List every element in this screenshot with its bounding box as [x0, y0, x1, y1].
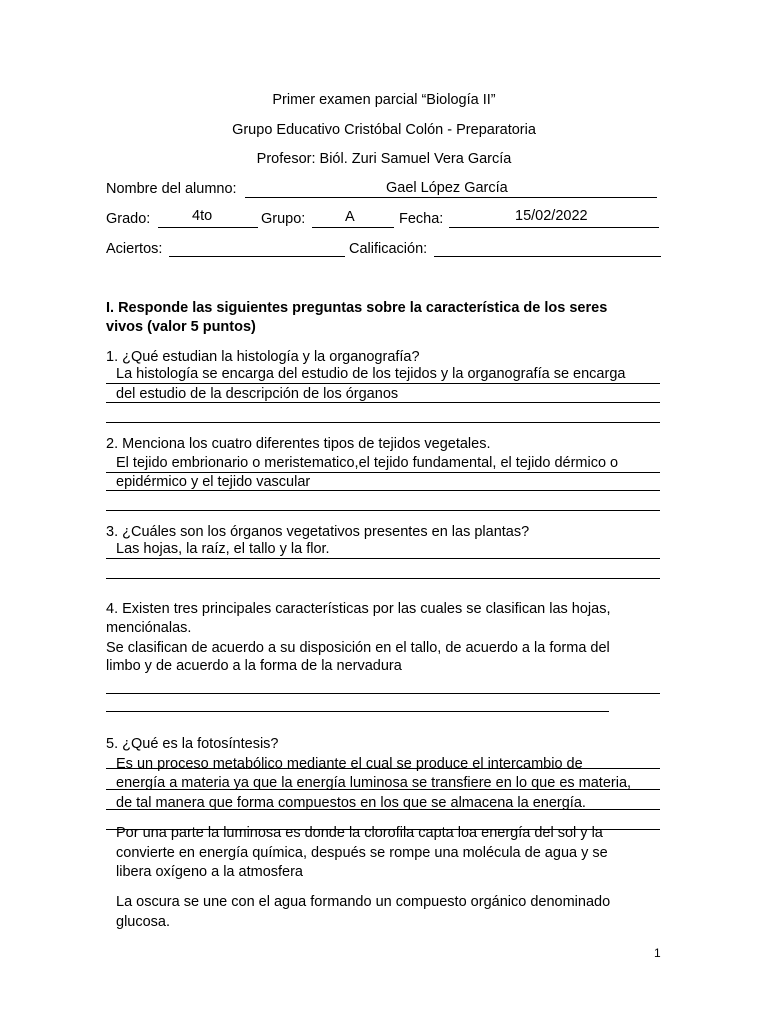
- answer-rule: [106, 383, 660, 384]
- answer-5-line-1: Es un proceso metabólico mediante el cual se produce el intercambio de: [116, 756, 583, 772]
- score-line: [434, 256, 661, 257]
- answer-5-paragraph-2-line-1: La oscura se une con el agua formando un compuesto orgánico denominado: [116, 894, 611, 910]
- answer-rule: [106, 402, 660, 403]
- exam-title: Primer examen parcial “Biología II”: [272, 92, 496, 108]
- answer-5-line-2: energía a materia ya que la energía luminosa se transfiere en lo que es materia,: [116, 775, 632, 791]
- question-3: 3. ¿Cuáles son los órganos vegetativos presentes en las plantas?: [106, 524, 530, 540]
- answer-5-line-3: de tal manera que forma compuestos en los que se almacena la energía.: [116, 795, 586, 811]
- name-label: Nombre del alumno:: [106, 181, 237, 197]
- page-number: 1: [654, 946, 661, 960]
- answer-rule: [106, 490, 660, 491]
- answer-rule: [106, 422, 660, 423]
- answer-1-line-1: La histología se encarga del estudio de los tejidos y la organografía se encarga: [116, 366, 626, 382]
- group-value: A: [345, 209, 355, 225]
- answer-rule: [106, 789, 660, 790]
- answer-5-paragraph-1-line-3: libera oxígeno a la atmosfera: [116, 864, 303, 880]
- grade-line: [158, 227, 258, 228]
- grade-label: Grado:: [106, 211, 151, 227]
- grade-value: 4to: [192, 208, 213, 224]
- answer-4-line-1: Se clasifican de acuerdo a su disposición en el tallo, de acuerdo a la forma del: [106, 640, 610, 656]
- question-5: 5. ¿Qué es la fotosíntesis?: [106, 736, 279, 752]
- date-value: 15/02/2022: [515, 208, 588, 224]
- hits-line: [169, 256, 345, 257]
- answer-2-line-1: El tejido embrionario o meristematico,el tejido fundamental, el tejido dérmico o: [116, 455, 619, 471]
- answer-rule: [106, 472, 660, 473]
- answer-3-line-1: Las hojas, la raíz, el tallo y la flor.: [116, 541, 330, 557]
- school-name: Grupo Educativo Cristóbal Colón - Preparatoria: [232, 122, 536, 138]
- answer-2-line-2: epidérmico y el tejido vascular: [116, 474, 311, 490]
- teacher-name: Profesor: Biól. Zuri Samuel Vera García: [256, 151, 512, 167]
- name-line: [245, 197, 657, 198]
- answer-5-paragraph-2-line-2: glucosa.: [116, 914, 171, 930]
- name-value: Gael López García: [386, 180, 508, 196]
- question-1: 1. ¿Qué estudian la histología y la organografía?: [106, 349, 420, 365]
- date-line: [449, 227, 659, 228]
- question-2: 2. Menciona los cuatro diferentes tipos de tejidos vegetales.: [106, 436, 491, 452]
- question-4-line-2: menciónalas.: [106, 620, 192, 636]
- section-title-line2: vivos (valor 5 puntos): [106, 319, 256, 335]
- score-label: Calificación:: [349, 241, 428, 257]
- answer-rule: [106, 578, 660, 579]
- answer-5-paragraph-1-line-2: convierte en energía química, después se rompe una molécula de agua y se: [116, 845, 608, 861]
- answer-1-line-2: del estudio de la descripción de los órganos: [116, 386, 399, 402]
- answer-rule: [106, 768, 660, 769]
- group-line: [312, 227, 394, 228]
- answer-4-line-2: limbo y de acuerdo a la forma de la nervadura: [106, 658, 402, 674]
- answer-rule: [106, 809, 660, 810]
- question-4-line-1: 4. Existen tres principales características por las cuales se clasifican las hojas,: [106, 601, 611, 617]
- section-title-line1: I. Responde las siguientes preguntas sobre la característica de los seres: [106, 300, 608, 316]
- date-label: Fecha:: [399, 211, 444, 227]
- answer-rule: [106, 558, 660, 559]
- answer-rule: [106, 711, 609, 712]
- answer-rule: [106, 693, 660, 694]
- group-label: Grupo:: [261, 211, 306, 227]
- answer-5-paragraph-1-line-1: Por una parte la luminosa es donde la clorofila capta loa energía del sol y la: [116, 825, 603, 841]
- hits-label: Aciertos:: [106, 241, 163, 257]
- answer-rule: [106, 510, 660, 511]
